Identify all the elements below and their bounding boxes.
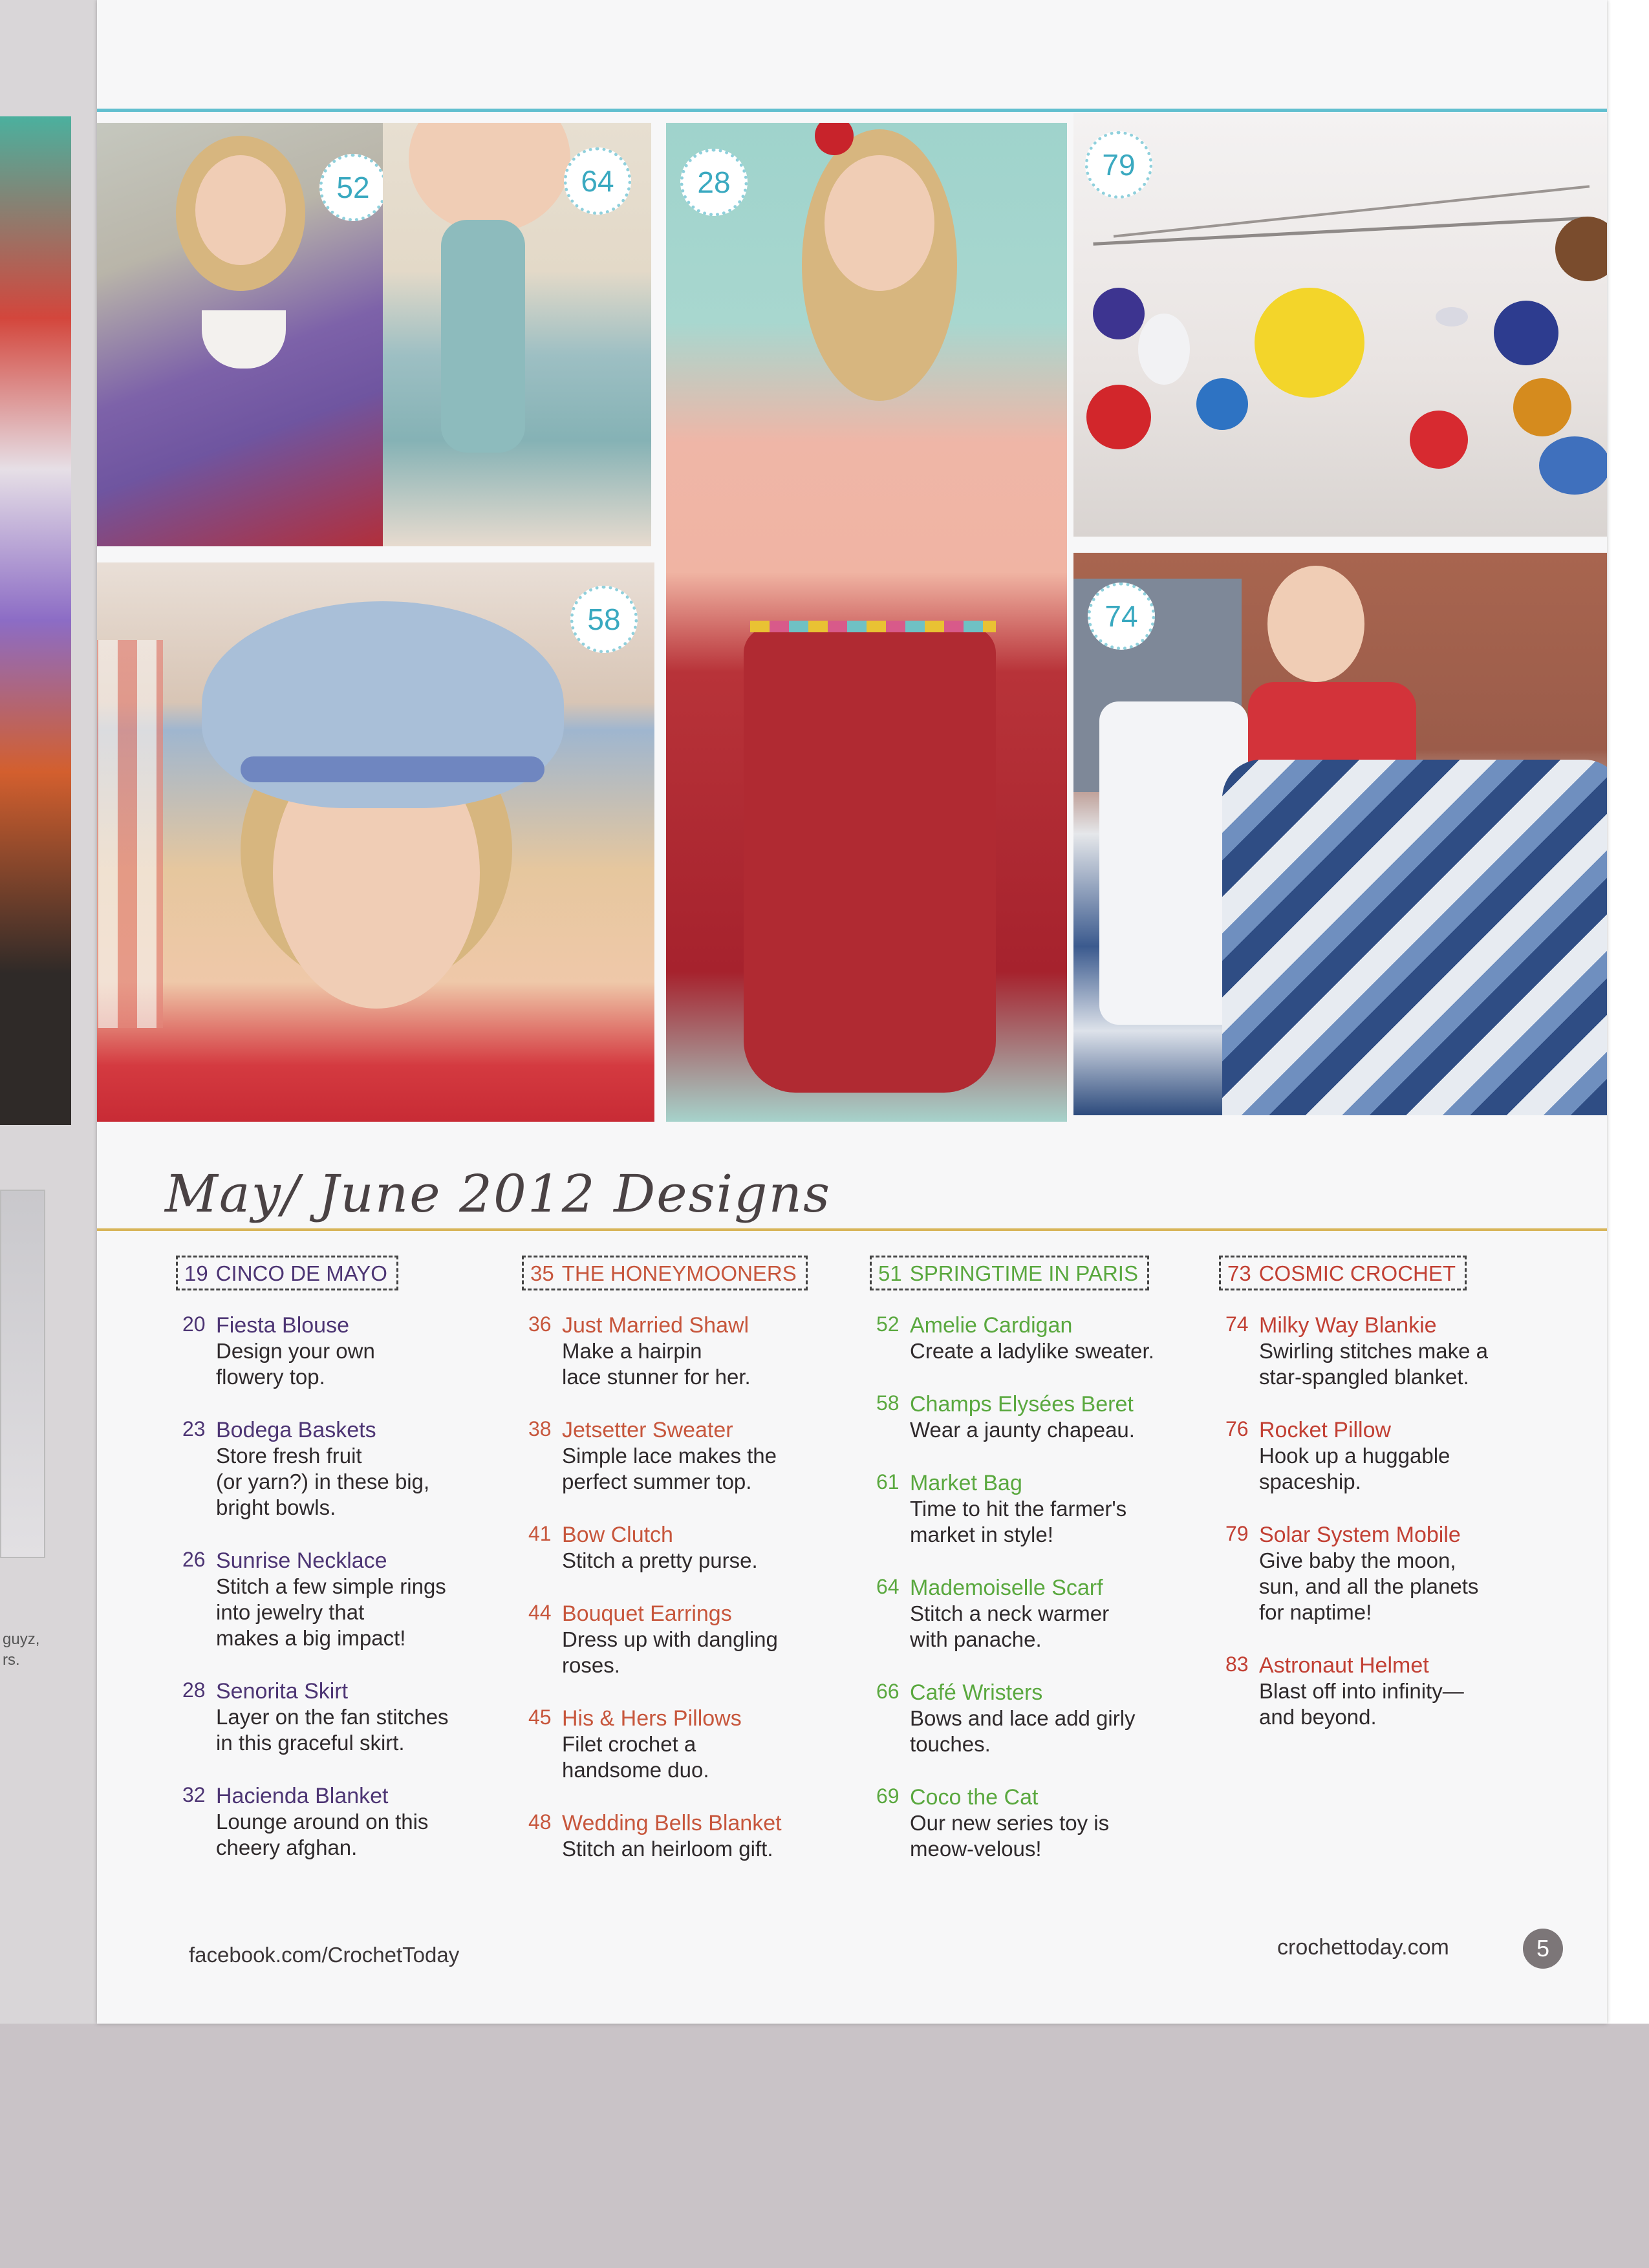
list-item[interactable] [176,1548,512,1651]
magazine-page [97,0,1607,2024]
planet-navy [1494,301,1558,365]
section-header[interactable] [522,1256,808,1290]
striped-belt [750,621,996,632]
item-description: Stitch a pretty purse. [562,1548,758,1572]
item-title: Café Wristers [910,1680,1043,1705]
item-page: 41 [528,1522,552,1545]
item-description: Layer on the fan stitches in this graceful skirt. [216,1705,449,1755]
list-item[interactable] [176,1678,512,1756]
item-description: Swirling stitches make a star-spangled blanket. [1259,1339,1488,1389]
list-item[interactable] [522,1601,858,1678]
facebook-link[interactable]: facebook.com/CrochetToday [189,1943,460,1967]
model-face [195,155,286,265]
item-page: 38 [528,1417,552,1440]
top-rule [97,109,1607,112]
title-rule [97,1228,1607,1231]
previous-page-photo-strip [0,116,71,1125]
item-description: Store fresh fruit (or yarn?) in these big, bright bowls. [216,1444,430,1519]
item-description: Create a ladylike sweater. [910,1339,1154,1363]
previous-page-edge [0,0,100,2024]
item-title: Senorita Skirt [216,1679,349,1704]
planet-ringed [1539,436,1607,495]
planet-purple [1093,288,1145,339]
section-title: COSMIC CROCHET [1258,1261,1456,1285]
item-title: Bow Clutch [562,1523,673,1547]
ghost-header-bleed [142,39,530,110]
item-page: 52 [876,1312,900,1336]
section-springtime-in-paris [870,1256,1206,1889]
item-title: Bouquet Earrings [562,1601,732,1626]
item-description: Stitch a neck warmer with panache. [910,1601,1110,1651]
section-the-honeymooners [522,1256,858,1889]
page-badge-52: 52 [319,154,387,221]
photo-mademoiselle-scarf [383,123,651,546]
item-description: Blast off into infinity— and beyond. [1259,1679,1464,1729]
item-description: Lounge around on this cheery afghan. [216,1810,429,1859]
item-page: 74 [1225,1312,1249,1336]
list-item[interactable] [522,1522,858,1574]
photo-milky-way-blankie [1073,553,1607,1115]
item-description: Dress up with dangling roses. [562,1627,778,1677]
item-page: 61 [876,1470,900,1493]
item-description: Filet crochet a handsome duo. [562,1732,709,1782]
item-title: His & Hers Pillows [562,1706,742,1731]
item-title: Market Bag [910,1471,1022,1495]
list-item[interactable] [176,1783,512,1861]
page-title: May/ June 2012 Designs [165,1164,832,1224]
item-description: Hook up a huggable spaceship. [1259,1444,1450,1493]
planet-red-small [1410,411,1468,469]
item-description: Our new series toy is meow-velous! [910,1811,1110,1861]
planet-red [1086,385,1151,449]
page-number: 5 [1523,1929,1563,1969]
planet-brown [1555,217,1607,281]
red-lace-skirt [744,627,996,1093]
model-chin [409,123,570,233]
item-page: 79 [1225,1522,1249,1545]
section-cosmic-crochet [1219,1256,1555,1757]
list-item[interactable] [870,1680,1206,1757]
item-title: Milky Way Blankie [1259,1313,1437,1338]
planet-blue [1196,378,1248,430]
page-badge-79: 79 [1085,131,1152,198]
section-title: SPRINGTIME IN PARIS [909,1261,1138,1285]
item-title: Jetsetter Sweater [562,1418,733,1442]
crochet-scarf [441,220,525,453]
item-title: Rocket Pillow [1259,1418,1392,1442]
item-page: 69 [876,1784,900,1808]
list-item[interactable] [522,1417,858,1495]
list-item[interactable] [870,1470,1206,1548]
item-title: Coco the Cat [910,1785,1039,1810]
item-page: 76 [1225,1417,1249,1440]
list-item[interactable] [870,1391,1206,1443]
photo-champs-elysees-beret [97,562,654,1122]
item-page: 20 [182,1312,206,1336]
photo-amelie-cardigan [97,123,402,546]
item-title: Mademoiselle Scarf [910,1576,1103,1600]
child-face [1267,566,1364,682]
page-badge-64: 64 [564,147,631,215]
list-item[interactable] [176,1417,512,1521]
item-description: Time to hit the farmer's market in style! [910,1497,1127,1546]
list-item[interactable] [870,1784,1206,1862]
item-title: Sunrise Necklace [216,1548,387,1573]
previous-page-text-fragment: guyz, rs. [3,1631,40,1669]
item-page: 23 [182,1417,206,1440]
sun-toy [1255,288,1364,398]
item-page: 44 [528,1601,552,1624]
item-description: Stitch a few simple rings into jewelry that makes a big impact! [216,1574,446,1650]
item-title: Fiesta Blouse [216,1313,349,1338]
item-page: 83 [1225,1653,1249,1676]
list-item[interactable] [1219,1417,1555,1495]
list-item[interactable] [176,1312,512,1390]
section-header[interactable] [1219,1256,1467,1290]
section-page-number: 19 [184,1261,208,1285]
page-badge-74: 74 [1088,583,1155,650]
list-item[interactable] [1219,1653,1555,1730]
list-item[interactable] [1219,1312,1555,1390]
section-header[interactable] [176,1256,398,1290]
section-page-number: 73 [1227,1261,1251,1285]
item-description: Stitch an heirloom gift. [562,1837,773,1861]
list-item[interactable] [522,1810,858,1862]
item-page: 26 [182,1548,206,1571]
item-title: Hacienda Blanket [216,1784,389,1808]
model-face [824,155,934,291]
item-page: 64 [876,1575,900,1598]
website-link[interactable]: crochettoday.com [1277,1935,1449,1960]
list-item[interactable] [522,1706,858,1783]
beret-band [241,756,544,782]
photo-senorita-skirt [666,123,1067,1122]
item-title: Just Married Shawl [562,1313,749,1338]
item-title: Amelie Cardigan [910,1313,1073,1338]
planet-orange [1513,378,1571,436]
item-description: Simple lace makes the perfect summer top. [562,1444,777,1493]
item-page: 28 [182,1678,206,1702]
item-page: 66 [876,1680,900,1703]
scanner-margin [1607,0,1649,2024]
item-title: Wedding Bells Blanket [562,1811,782,1835]
striped-background [97,640,163,1028]
item-description: Give baby the moon, sun, and all the planets for naptime! [1259,1548,1479,1624]
item-page: 58 [876,1391,900,1415]
item-page: 45 [528,1706,552,1729]
crochet-blanket [1222,760,1607,1115]
photo-solar-system-mobile [1073,113,1607,537]
section-title: CINCO DE MAYO [215,1261,387,1285]
item-description: Bows and lace add girly touches. [910,1706,1136,1756]
item-title: Bodega Baskets [216,1418,376,1442]
section-title: THE HONEYMOONERS [561,1261,797,1285]
moon-toy [1138,314,1190,385]
item-description: Make a hairpin lace stunner for her. [562,1339,751,1389]
section-page-number: 35 [530,1261,554,1285]
scanner-background [0,2024,1649,2268]
section-cinco-de-mayo [176,1256,512,1888]
item-description: Wear a jaunty chapeau. [910,1418,1135,1442]
page-badge-28: 28 [680,149,748,216]
rocket-toy [1436,307,1468,326]
peter-pan-collar [202,310,286,369]
previous-page-thumbnail [0,1190,45,1558]
section-header[interactable] [870,1256,1149,1290]
item-title: Solar System Mobile [1259,1523,1461,1547]
page-badge-58: 58 [570,586,638,653]
item-title: Champs Elysées Beret [910,1392,1134,1417]
section-page-number: 51 [878,1261,902,1285]
item-page: 48 [528,1810,552,1834]
list-item[interactable] [1219,1522,1555,1625]
item-page: 36 [528,1312,552,1336]
item-title: Astronaut Helmet [1259,1653,1429,1678]
item-description: Design your own flowery top. [216,1339,375,1389]
list-item[interactable] [870,1575,1206,1653]
item-page: 32 [182,1783,206,1806]
list-item[interactable] [870,1312,1206,1364]
list-item[interactable] [522,1312,858,1390]
